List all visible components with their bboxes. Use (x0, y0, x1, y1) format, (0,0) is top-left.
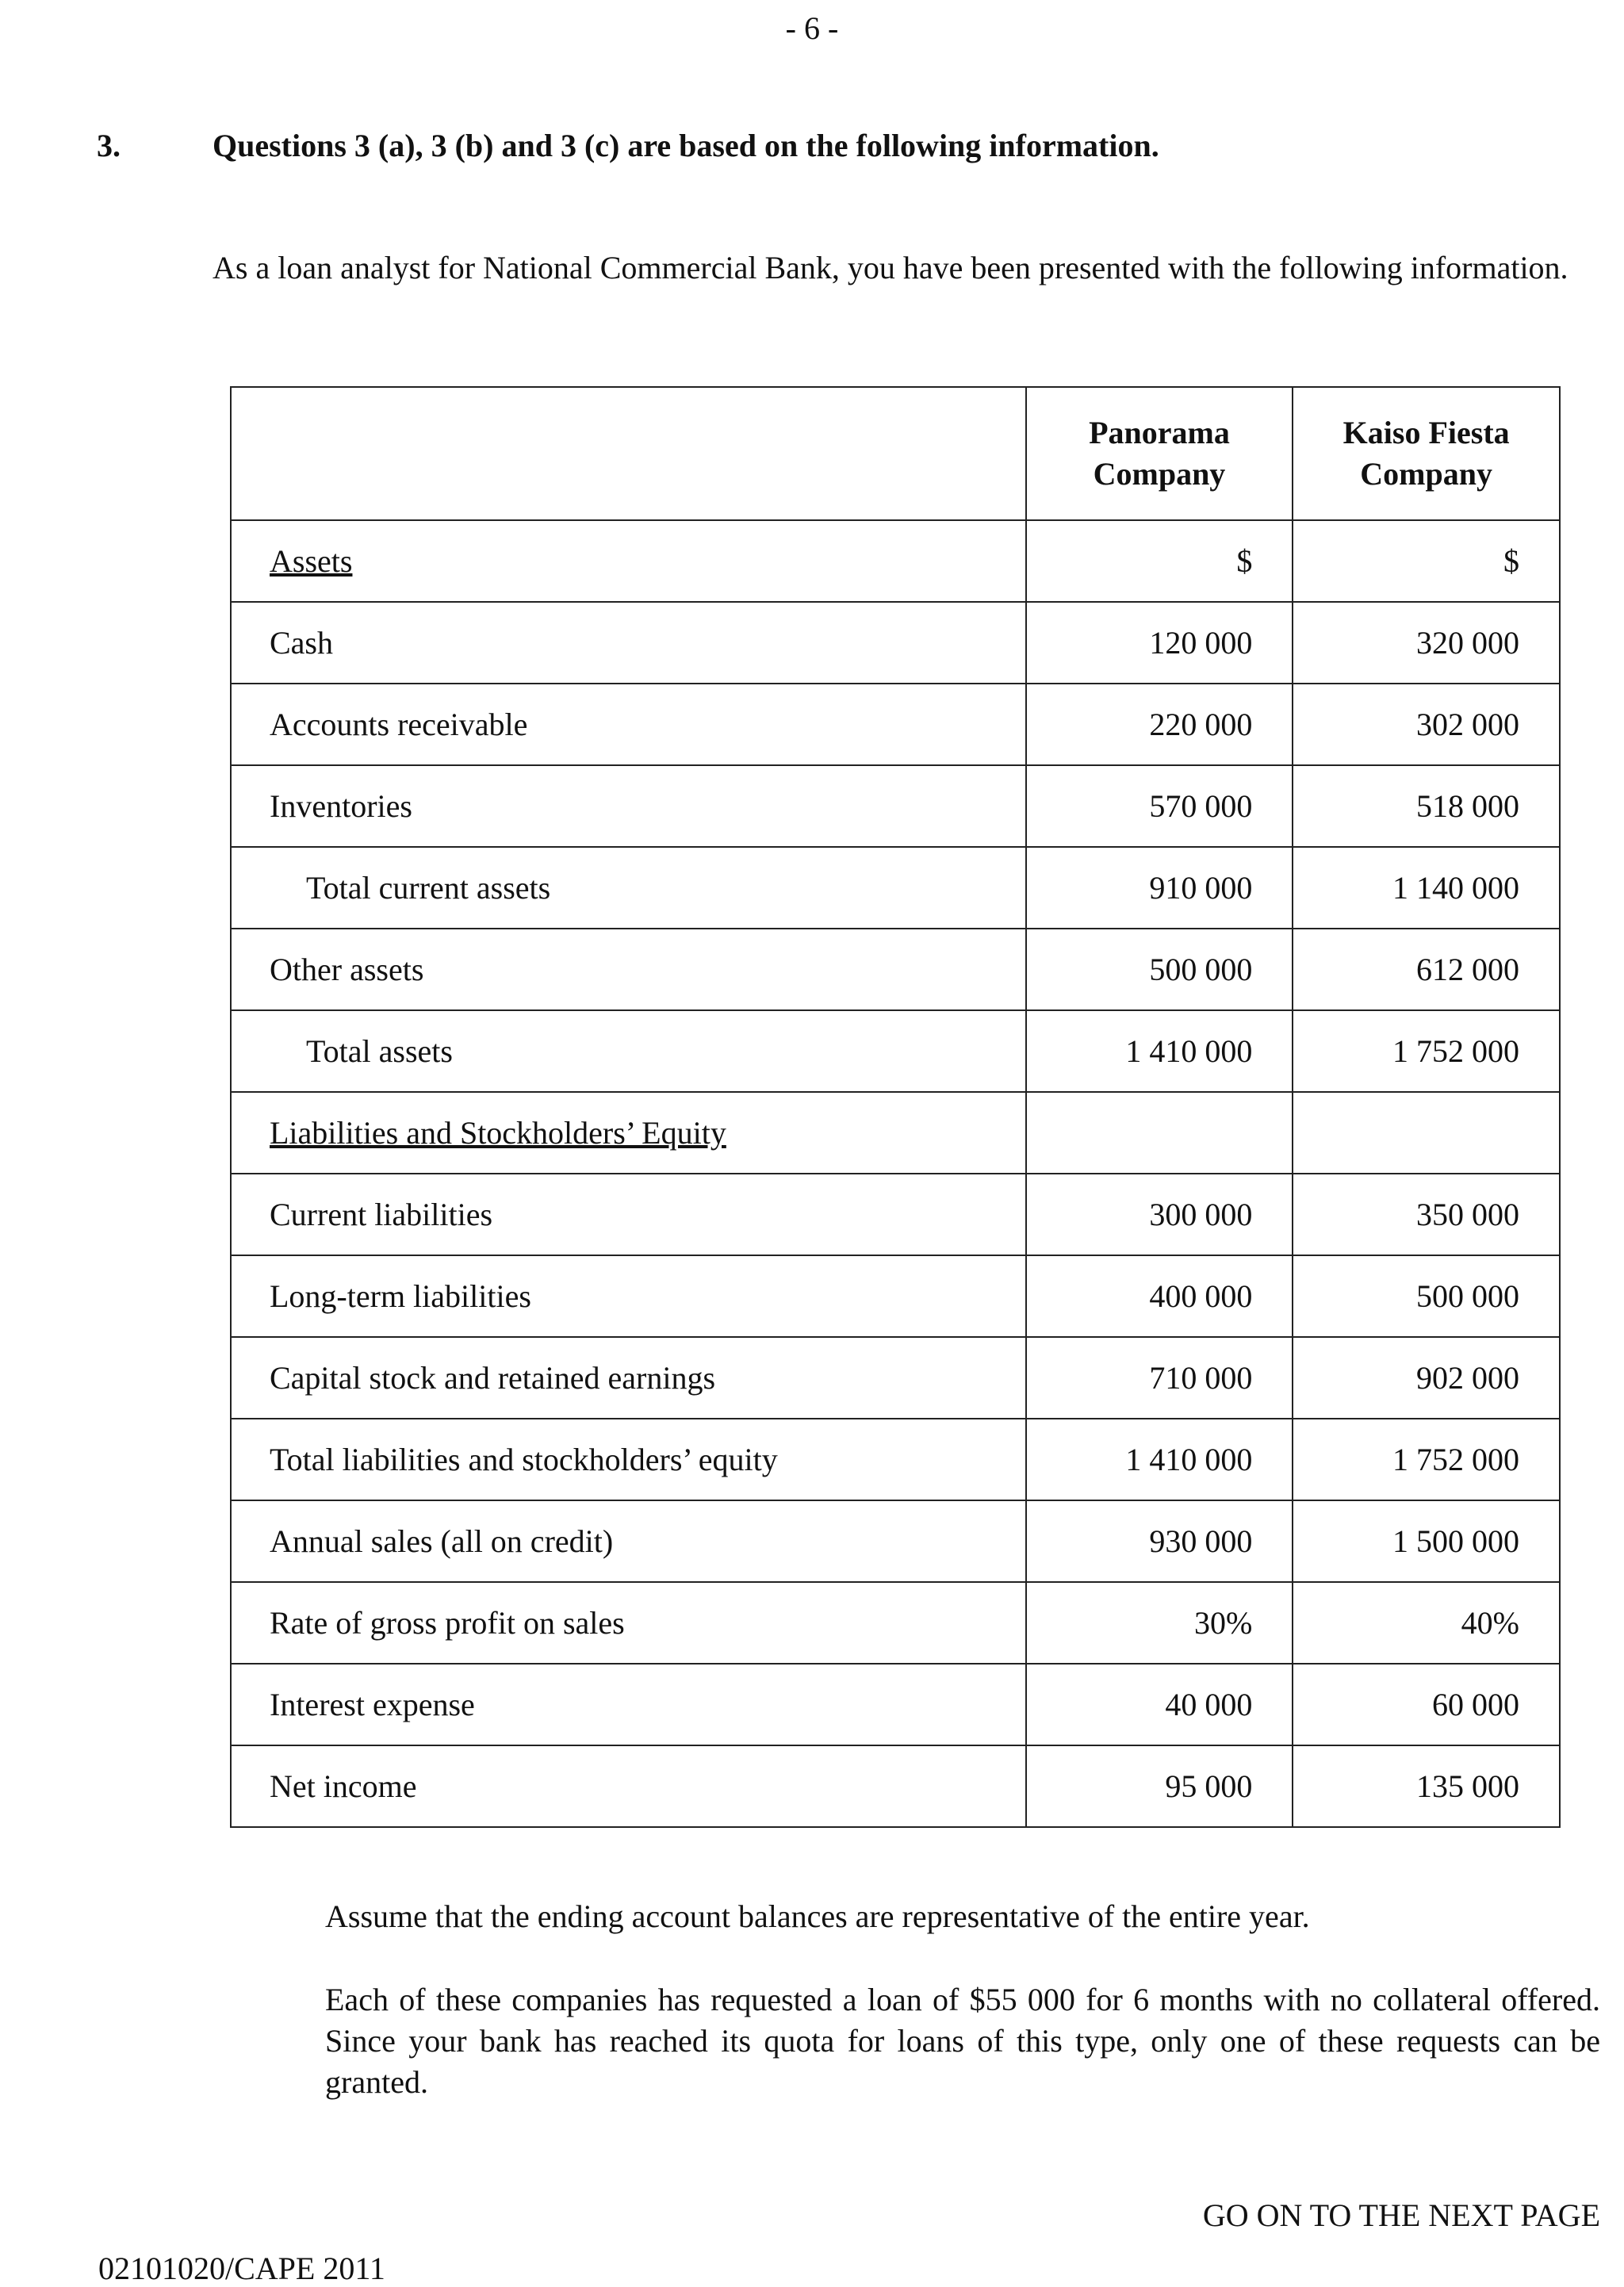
row-label: Liabilities and Stockholders’ Equity (231, 1092, 1026, 1174)
header-panorama-line1: Panorama (1089, 415, 1230, 450)
go-on-next-page: GO ON TO THE NEXT PAGE (1202, 2197, 1600, 2233)
row-label: Long-term liabilities (231, 1255, 1026, 1337)
table-header-row (231, 387, 1560, 520)
row-label: Cash (231, 602, 1026, 684)
panorama-value: 1 410 000 (1026, 1010, 1293, 1092)
kaiso-value: 320 000 (1293, 602, 1560, 684)
table-row (231, 1255, 1560, 1337)
row-label: Accounts receivable (231, 684, 1026, 765)
kaiso-value: 1 500 000 (1293, 1500, 1560, 1582)
header-blank-cell (231, 387, 1026, 520)
kaiso-value (1293, 1092, 1560, 1174)
table-row (231, 847, 1560, 929)
table-row (231, 1500, 1560, 1582)
table-row (231, 929, 1560, 1010)
row-label: Assets (231, 520, 1026, 602)
panorama-value: 95 000 (1026, 1745, 1293, 1827)
question-intro: As a loan analyst for National Commercial Bank, you have been presented with the following information. (213, 250, 1568, 285)
row-label: Annual sales (all on credit) (231, 1500, 1026, 1582)
panorama-value: 930 000 (1026, 1500, 1293, 1582)
kaiso-value: 500 000 (1293, 1255, 1560, 1337)
table-row (231, 1745, 1560, 1827)
panorama-value: 570 000 (1026, 765, 1293, 847)
row-label: Interest expense (231, 1664, 1026, 1745)
panorama-value: 300 000 (1026, 1174, 1293, 1255)
row-label: Rate of gross profit on sales (231, 1582, 1026, 1664)
panorama-value: 40 000 (1026, 1664, 1293, 1745)
panorama-value: 710 000 (1026, 1337, 1293, 1419)
row-label: Total assets (231, 1010, 1026, 1092)
panorama-value: 910 000 (1026, 847, 1293, 929)
table-row (231, 1419, 1560, 1500)
table-row (231, 684, 1560, 765)
table-row (231, 1664, 1560, 1745)
table-row (231, 1174, 1560, 1255)
row-label: Net income (231, 1745, 1026, 1827)
exam-code: 02101020/CAPE 2011 (98, 2251, 385, 2286)
kaiso-value: 60 000 (1293, 1664, 1560, 1745)
panorama-value: 500 000 (1026, 929, 1293, 1010)
kaiso-value: $ (1293, 520, 1560, 602)
kaiso-value: 1 752 000 (1293, 1010, 1560, 1092)
panorama-value: $ (1026, 520, 1293, 602)
row-label: Current liabilities (231, 1174, 1026, 1255)
kaiso-value: 518 000 (1293, 765, 1560, 847)
panorama-value: 30% (1026, 1582, 1293, 1664)
panorama-value: 1 410 000 (1026, 1419, 1293, 1500)
table-row (231, 602, 1560, 684)
financial-table (230, 386, 1561, 1828)
kaiso-value: 350 000 (1293, 1174, 1560, 1255)
panorama-value: 400 000 (1026, 1255, 1293, 1337)
table-row (231, 765, 1560, 847)
panorama-value (1026, 1092, 1293, 1174)
kaiso-value: 1 752 000 (1293, 1419, 1560, 1500)
row-label: Other assets (231, 929, 1026, 1010)
row-label: Inventories (231, 765, 1026, 847)
note-assumption: Assume that the ending account balances are representative of the entire year. (325, 1898, 1310, 1934)
table-row (231, 1337, 1560, 1419)
header-kaiso-line1: Kaiso Fiesta (1342, 415, 1510, 450)
table-row (231, 1010, 1560, 1092)
row-label: Total liabilities and stockholders’ equity (231, 1419, 1026, 1500)
panorama-value: 220 000 (1026, 684, 1293, 765)
panorama-value: 120 000 (1026, 602, 1293, 684)
row-label: Total current assets (231, 847, 1026, 929)
question-heading: Questions 3 (a), 3 (b) and 3 (c) are based on the following information. (213, 128, 1159, 163)
table-row (231, 1092, 1560, 1174)
header-kaiso (1293, 387, 1560, 520)
page-number: - 6 - (785, 10, 839, 46)
row-label: Capital stock and retained earnings (231, 1337, 1026, 1419)
kaiso-value: 1 140 000 (1293, 847, 1560, 929)
table-row (231, 1582, 1560, 1664)
table-row (231, 520, 1560, 602)
kaiso-value: 302 000 (1293, 684, 1560, 765)
kaiso-value: 612 000 (1293, 929, 1560, 1010)
question-number: 3. (97, 128, 121, 163)
header-panorama-line2: Company (1093, 456, 1226, 492)
header-panorama (1026, 387, 1293, 520)
kaiso-value: 135 000 (1293, 1745, 1560, 1827)
kaiso-value: 40% (1293, 1582, 1560, 1664)
kaiso-value: 902 000 (1293, 1337, 1560, 1419)
note-loan-request: Each of these companies has requested a loan of $55 000 for 6 months with no collateral offered. Since your bank has reached its quota for loans of this type, only one of these requests can be granted. (325, 1982, 1600, 2100)
header-kaiso-line2: Company (1360, 456, 1492, 492)
